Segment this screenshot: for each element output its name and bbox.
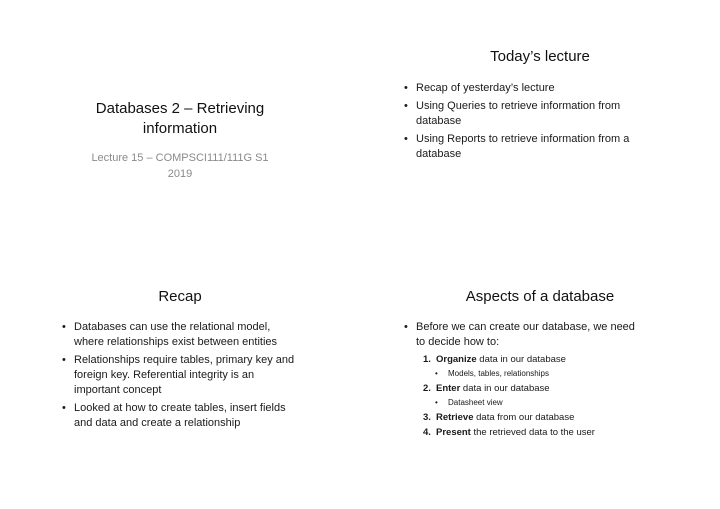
sub-list-item [425, 368, 713, 380]
step-text: the retrieved data to the user [470, 427, 595, 438]
title-line-1: Databases 2 – Retrieving [95, 100, 265, 117]
list-item [423, 353, 713, 366]
bullet-list [404, 81, 714, 165]
bullet-text: Databases can use the relational model, [74, 321, 271, 333]
bullet-list [62, 320, 354, 434]
bullet-text: Before we can create our database, we need [416, 321, 635, 333]
list-item [404, 99, 714, 129]
step-keyword: Organize [436, 354, 477, 365]
bullet-text: where relationships exist between entities [74, 336, 278, 348]
slide-title-heading [0, 99, 360, 139]
bullet-icon: • [435, 398, 438, 407]
bullet-icon: • [62, 321, 66, 333]
bullet-text: database [416, 115, 462, 127]
bullet-text: and data and create a relationship [74, 417, 241, 429]
bullet-text: Relationships require tables, primary key and [74, 354, 295, 366]
bullet-icon: • [62, 354, 66, 366]
step-number: 3. [423, 412, 431, 423]
bullet-text: to decide how to: [416, 336, 500, 348]
step-keyword: Present [436, 427, 471, 438]
bullet-icon: • [404, 133, 408, 145]
subtitle-line-2: 2019 [167, 168, 193, 180]
bullet-icon: • [435, 369, 438, 378]
list-item [62, 353, 354, 398]
bullet-icon: • [404, 321, 408, 333]
slide-todays-lecture [360, 0, 720, 254]
subtitle-line-1: Lecture 15 – COMPSCI111/111G S1 [91, 152, 269, 164]
list-item [62, 401, 354, 431]
slide-title [0, 0, 360, 254]
list-item [404, 132, 714, 162]
bullet-text: important concept [74, 384, 162, 396]
sub-list-item [425, 397, 713, 409]
list-item [404, 81, 714, 96]
step-text: data in our database [460, 383, 550, 394]
bullet-text: foreign key. Referential integrity is an [74, 369, 255, 381]
step-keyword: Enter [436, 383, 461, 394]
bullet-icon: • [62, 402, 66, 414]
bullet-text: Using Queries to retrieve information from [416, 100, 621, 112]
bullet-icon: • [404, 82, 408, 94]
title-line-2: information [142, 120, 218, 137]
step-text: data from our database [473, 412, 575, 423]
bullet-icon: • [404, 100, 408, 112]
sub-item-text: Models, tables, relationships [448, 369, 549, 378]
slide-heading: Aspects of a database [465, 288, 615, 305]
numbered-list [423, 351, 713, 439]
step-keyword: Retrieve [436, 412, 474, 423]
list-item [423, 426, 713, 439]
step-number: 2. [423, 383, 431, 394]
bullet-text: Recap of yesterday’s lecture [416, 82, 555, 94]
list-item [62, 320, 354, 350]
step-text: data in our database [476, 354, 566, 365]
bullet-text: database [416, 148, 462, 160]
slide-heading: Recap [158, 288, 202, 305]
list-item [423, 411, 713, 424]
bullet-text: Using Reports to retrieve information from a [416, 133, 630, 145]
bullet-text: Looked at how to create tables, insert fields [74, 402, 286, 414]
slide-aspects [360, 254, 720, 508]
list-item [404, 320, 714, 350]
list-item [423, 382, 713, 395]
step-number: 1. [423, 354, 431, 365]
step-number: 4. [423, 427, 431, 438]
sub-item-text: Datasheet view [448, 398, 503, 407]
slide-recap [0, 254, 360, 508]
bullet-list [404, 320, 714, 353]
slide-subtitle [0, 150, 360, 182]
slide-heading: Today’s lecture [490, 48, 590, 65]
